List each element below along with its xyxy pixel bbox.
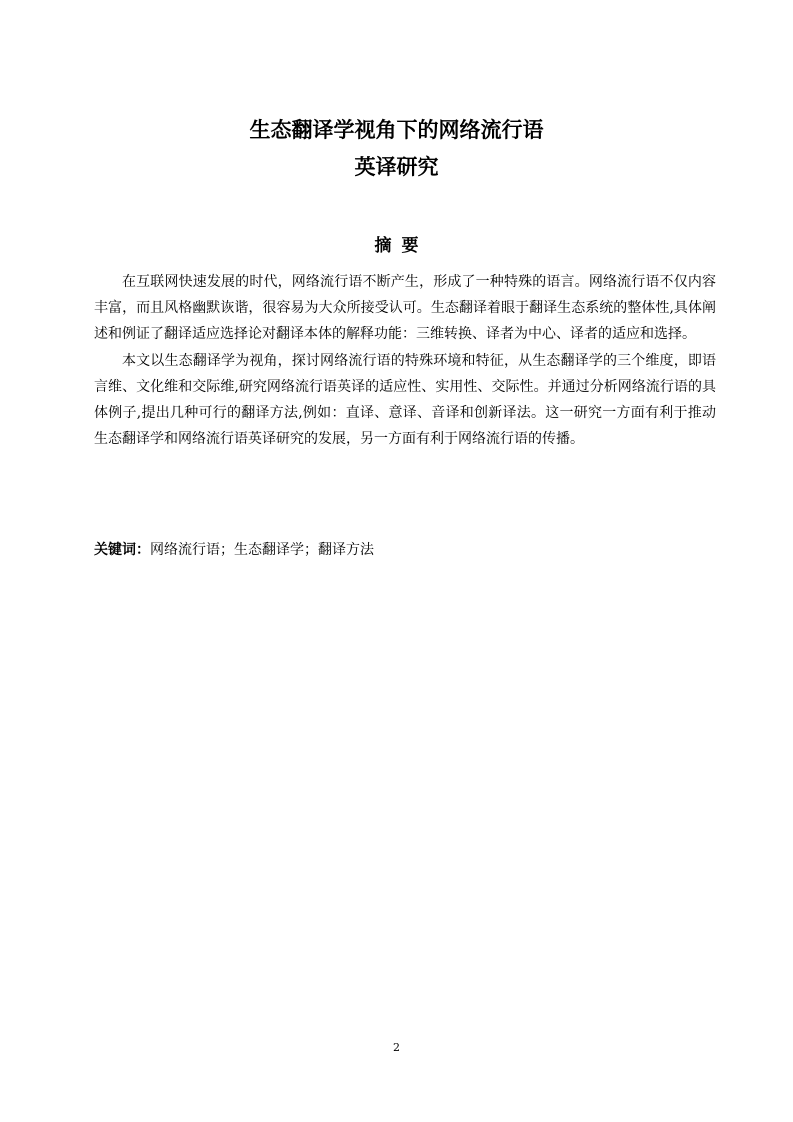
abstract-heading: 摘要 (374, 236, 429, 256)
page-number: 2 (393, 1041, 400, 1054)
keywords-text: 网络流行语；生态翻译学；翻译方法 (150, 542, 374, 558)
abstract-paragraph-2: 本文以生态翻译学为视角，探讨网络流行语的特殊环境和特征，从生态翻译学的三个维度，即语言维、文化维和交际维,研究网络流行语英译的适应性、实用性、交际性。并通过分析网络流行语的具体例子,提出几种可行的翻译方法,例如：直译、意译、音译和创新译法。这一研究一方面有利于推动生态翻译学和网络流行语英译研究的发展，另一方面有利于网络流行语的传播。 (94, 352, 716, 448)
paper-title-line-2: 英译研究 (354, 155, 439, 179)
paper-title-line-1: 生态翻译学视角下的网络流行语 (249, 118, 544, 142)
abstract-body (94, 269, 716, 452)
keywords-label: 关键词： (94, 542, 150, 558)
keywords-line (94, 537, 716, 563)
abstract-paragraph-1: 在互联网快速发展的时代，网络流行语不断产生，形成了一种特殊的语言。网络流行语不仅内容丰富，而且风格幽默诙谐，很容易为大众所接受认可。生态翻译着眼于翻译生态系统的整体性,具体阐述和例证了翻译适应选择论对翻译本体的解释功能：三维转换、译者为中心、译者的适应和选择。 (94, 274, 716, 343)
